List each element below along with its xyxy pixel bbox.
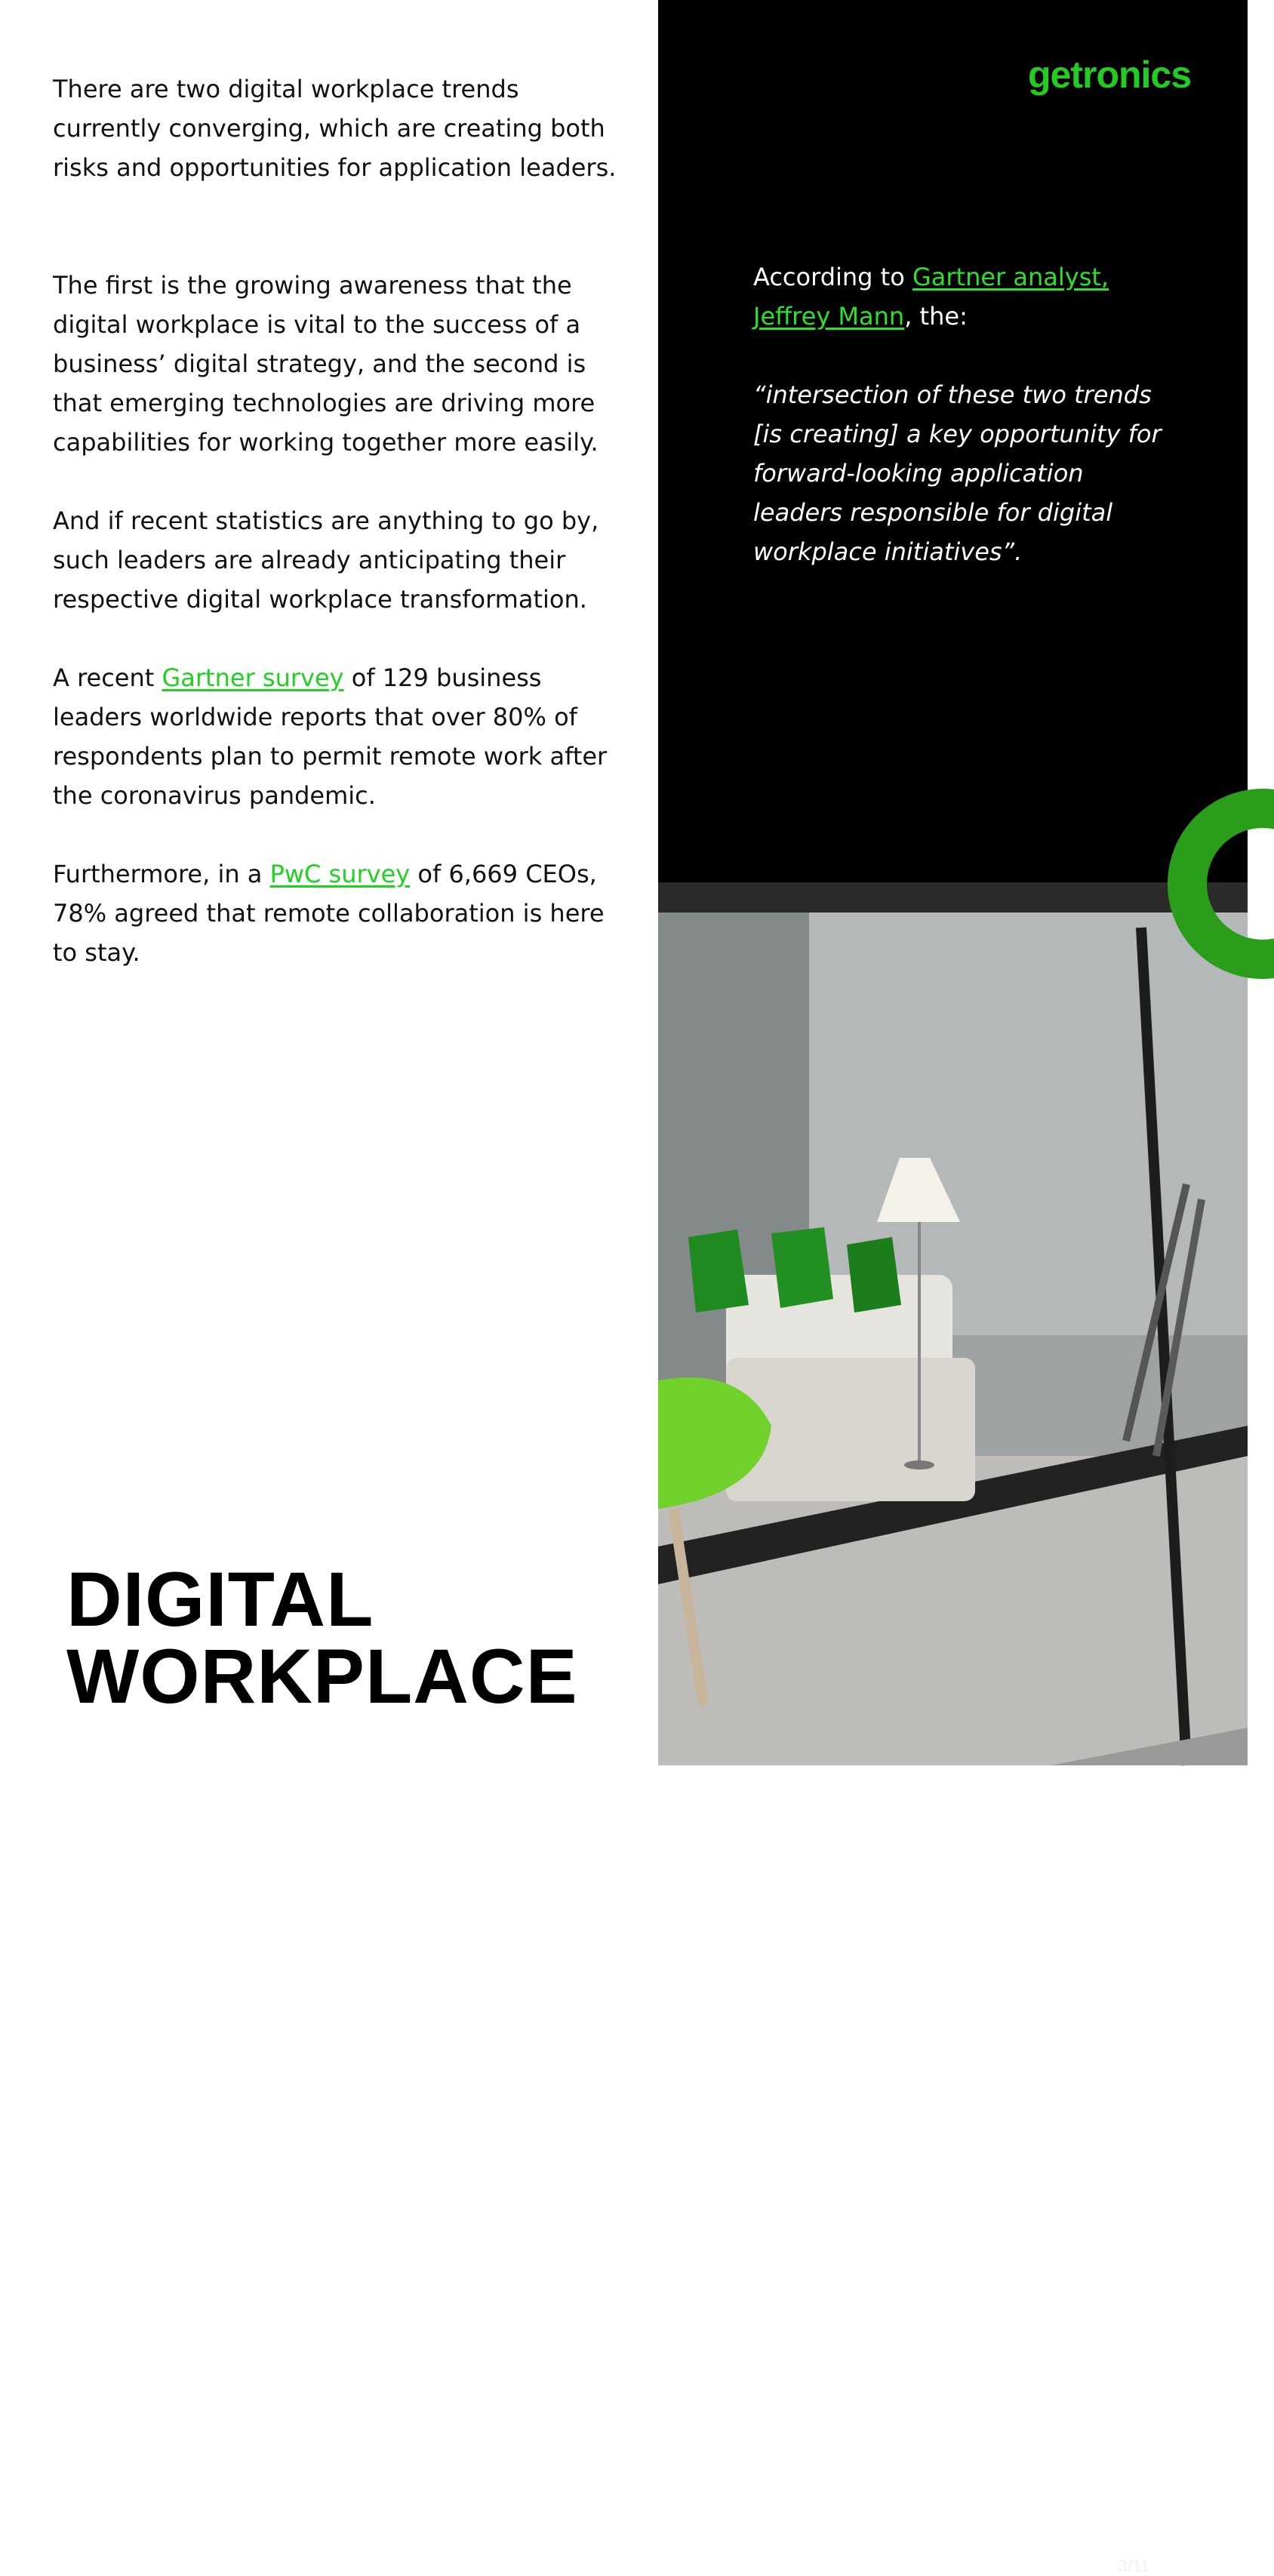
paragraph-statistics: And if recent statistics are anything to go by, such leaders are already anticipating their respective digital workplace transformation. (53, 506, 599, 614)
office-illustration (658, 882, 1248, 1765)
pwc-survey-link[interactable]: PwC survey (269, 860, 411, 888)
paragraph-pwc-survey: Furthermore, in a PwC survey of 6,669 CEOs, 78% agreed that remote collaboration is here to stay. (53, 860, 605, 967)
paragraph-gartner-survey: A recent Gartner survey of 129 business leaders worldwide reports that over 80% of respondents plan to permit remote work after the coronavirus pandemic. (53, 663, 608, 810)
paragraph-intro: There are two digital workplace trends currently converging, which are creating both risks and opportunities for application leaders. (53, 75, 617, 182)
title-line-2: WORKPLACE (66, 1633, 578, 1719)
quote-text: “intersection of these two trends [is creating] a key opportunity for forward-looking application leaders responsible for digital workplace initiatives”. (753, 380, 1162, 566)
quote-block (753, 257, 1176, 571)
office-lounge-photo (658, 882, 1248, 2575)
right-column (658, 0, 1248, 2575)
green-ring-icon (1168, 789, 1274, 978)
gartner-survey-link[interactable]: Gartner survey (162, 663, 344, 692)
page-number: 3/11 (1118, 2556, 1149, 2575)
paragraph-trends: The first is the growing awareness that the digital workplace is vital to the success of a business’ digital strategy, and the second is that emerging technologies are driving more capabilities for working together more easily. (53, 271, 599, 457)
page-title (66, 1556, 578, 1719)
getronics-logo: getronics (1028, 54, 1192, 96)
left-column (0, 0, 658, 1765)
quote-intro: According to Gartner analyst, Jeffrey Mann, the: (753, 263, 1109, 331)
gartner-analyst-link[interactable]: Gartner analyst, Jeffrey Mann (753, 263, 1109, 331)
title-line-1: DIGITAL (66, 1556, 374, 1642)
quote-panel (658, 0, 1248, 882)
